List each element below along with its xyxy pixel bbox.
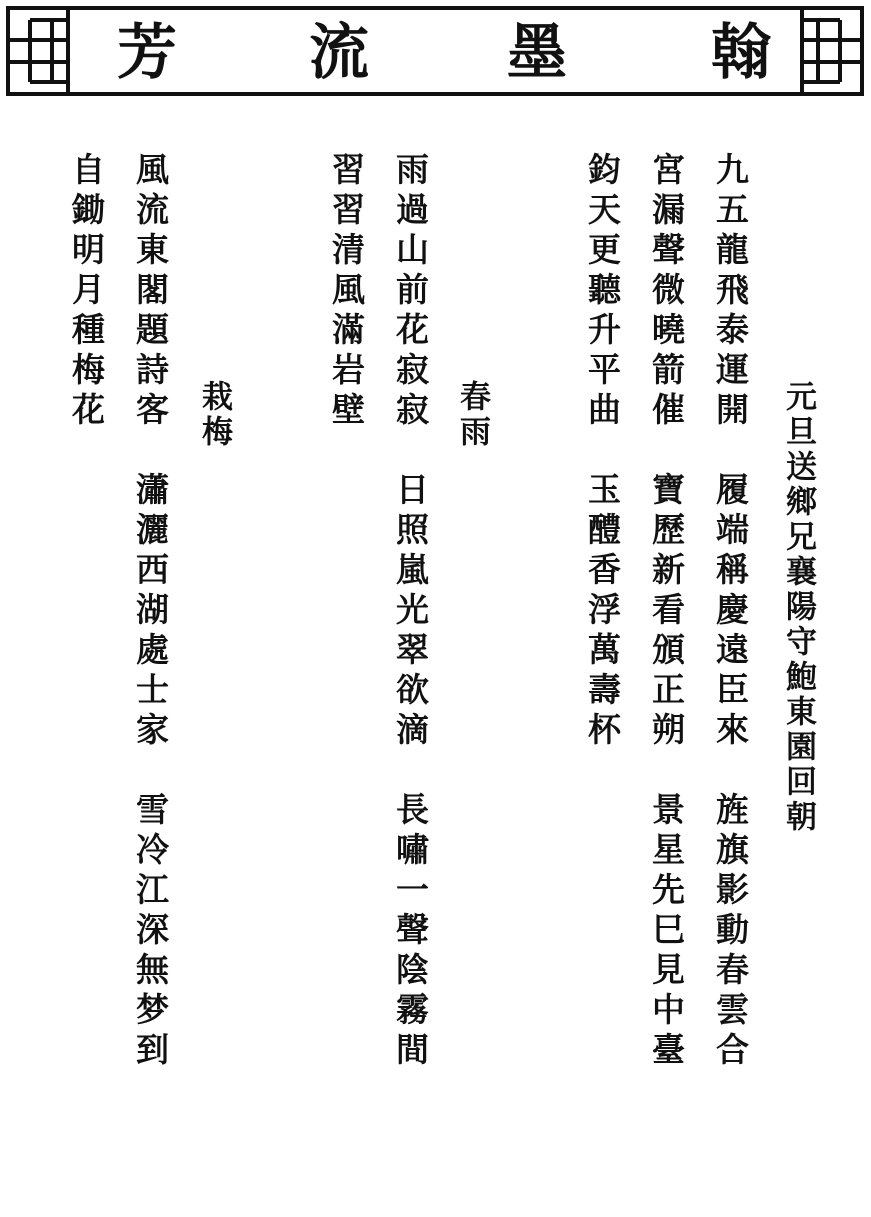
poem-1-column-1: 九五龍飛泰運開 履端稱慶遠臣來 旌旗影動春雲合 <box>711 152 750 1072</box>
poem-2-title: 春雨 <box>454 380 490 450</box>
header-banner <box>6 6 864 96</box>
banner-char-3: 墨 <box>507 18 567 88</box>
banner-char-4: 翰 <box>711 18 771 88</box>
poem-2-column-2: 習習清風滿岩壁 <box>327 152 366 432</box>
banner-char-1: 芳 <box>117 18 177 88</box>
poem-3-title: 栽梅 <box>196 380 232 450</box>
poem-1-column-3: 鈞天更聽升平曲 玉醴香浮萬壽杯 <box>583 152 622 752</box>
poem-1-title: 元旦送鄉兄襄陽守鮑東園回朝 <box>780 380 816 835</box>
lattice-ornament-left <box>10 10 80 92</box>
poem-1-column-2: 宮漏聲微曉箭催 寶歷新看頒正朔 景星先巳見中臺 <box>647 152 686 1072</box>
poem-2-column-1: 雨過山前花寂寂 日照嵐光翠欲滴 長嘯一聲陰霧間 <box>391 152 430 1072</box>
poem-3-column-2: 自鋤明月種梅花 <box>67 152 106 432</box>
banner-char-2: 流 <box>309 18 369 88</box>
lattice-ornament-right <box>790 10 860 92</box>
poem-3-column-1: 風流東閣題詩客 瀟灑西湖處士家 雪冷江深無梦到 <box>131 152 170 1072</box>
